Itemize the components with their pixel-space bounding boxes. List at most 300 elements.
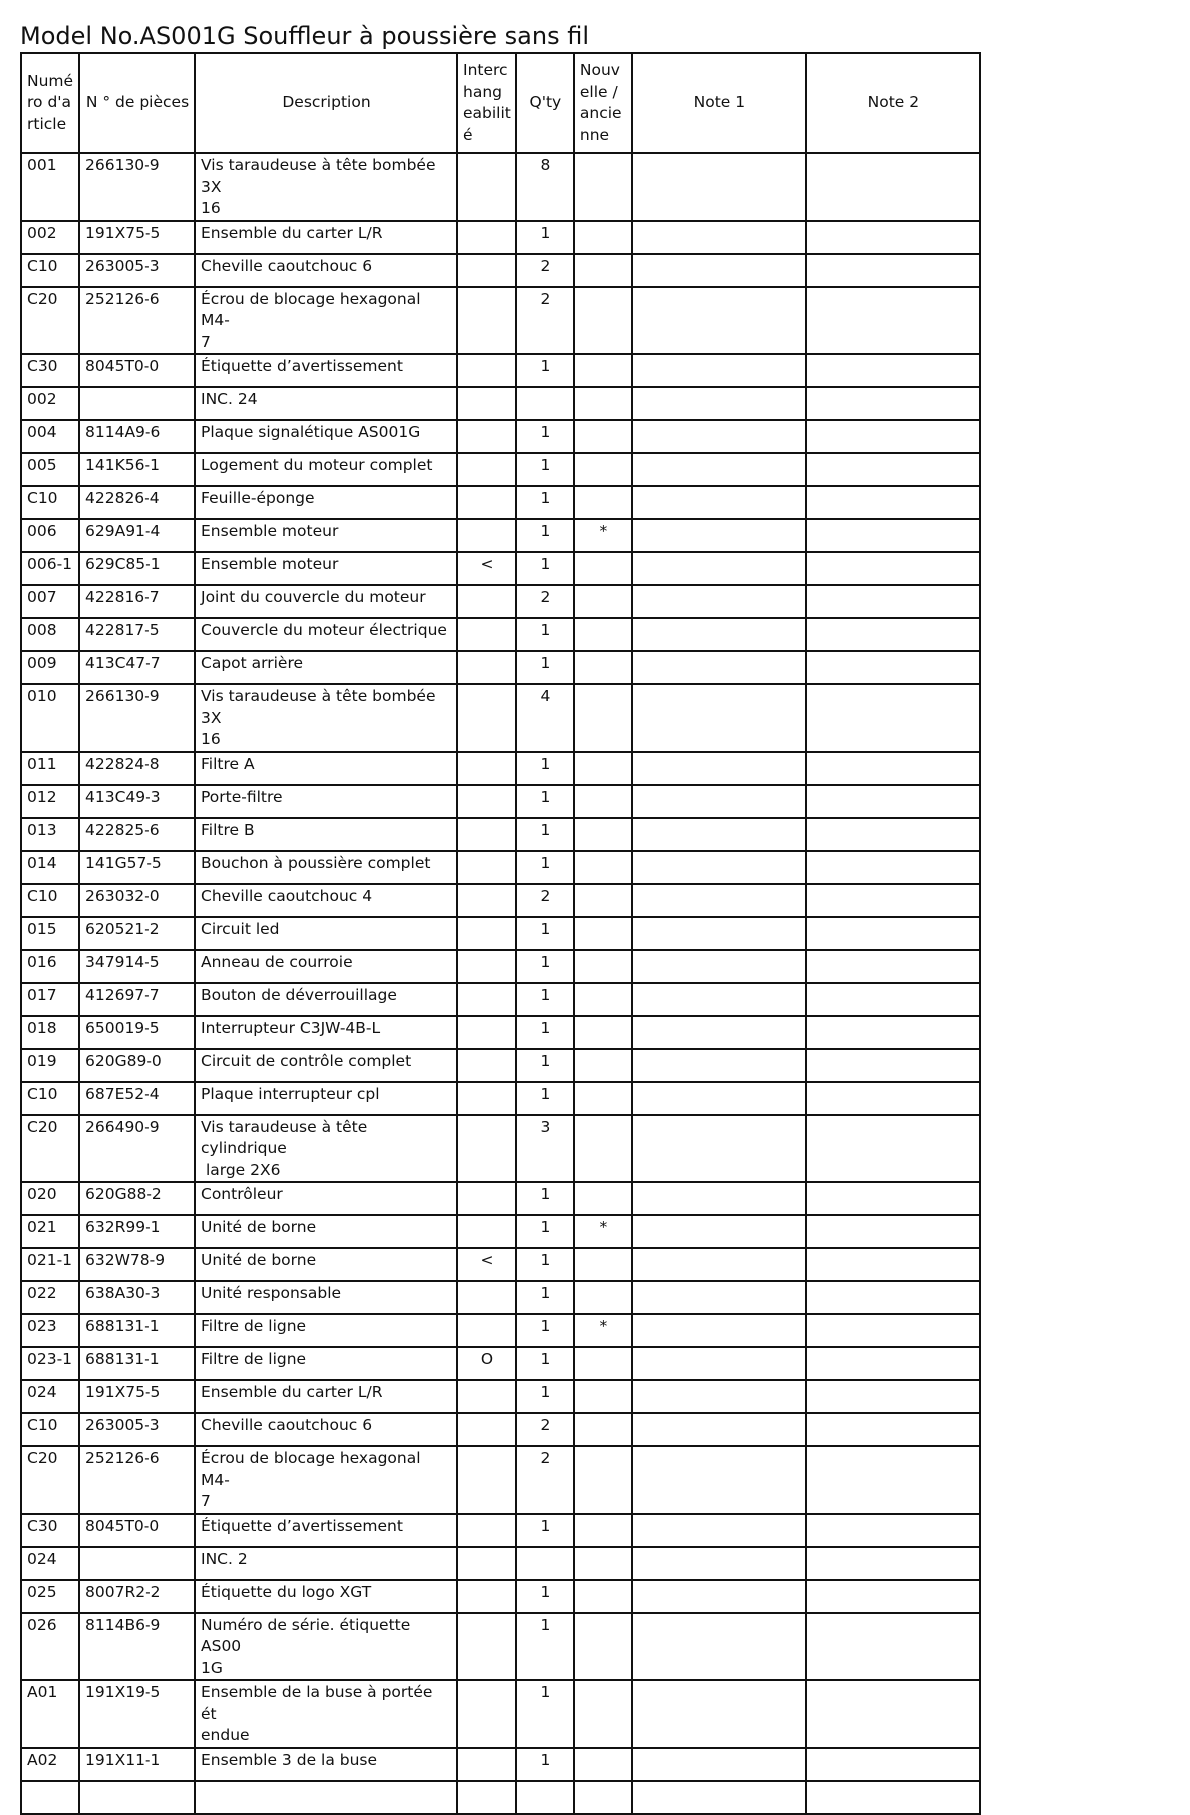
table-row [21, 1049, 980, 1082]
cell-description [195, 1514, 457, 1547]
cell-note2 [806, 884, 980, 917]
table-row [21, 552, 980, 585]
cell-note2 [806, 1514, 980, 1547]
cell-description-text: Ensemble moteur [201, 522, 339, 540]
table-row [21, 585, 980, 618]
cell-description-text: INC. 2 [201, 1549, 248, 1568]
cell-qty-text: 1 [540, 1350, 551, 1368]
cell-new-old [574, 1115, 632, 1183]
cell-description-text: Filtre de ligne [201, 1317, 307, 1335]
cell-item-no [21, 1182, 79, 1215]
cell-new-old [574, 585, 632, 618]
cell-part-no-text: 632R99-1 [85, 1218, 161, 1236]
cell-note1 [632, 486, 806, 519]
cell-description [195, 785, 457, 818]
cell-description [195, 1413, 457, 1446]
cell-interchangeability [457, 420, 516, 453]
cell-qty [516, 1115, 574, 1183]
cell-item-no [21, 818, 79, 851]
cell-qty-text: 8 [540, 156, 551, 174]
cell-new-old-text: * [599, 1218, 608, 1236]
table-row [21, 1380, 980, 1413]
cell-note1 [632, 1281, 806, 1314]
cell-item-no-text: C10 [27, 1084, 58, 1103]
table-row [21, 287, 980, 355]
cell-qty-text: 2 [540, 1449, 551, 1467]
cell-item-no [21, 752, 79, 785]
cell-note1 [632, 453, 806, 486]
table-row [21, 453, 980, 486]
cell-part-no [79, 1748, 195, 1781]
cell-item-no [21, 684, 79, 752]
cell-description-text: Filtre A [201, 754, 255, 773]
cell-new-old [574, 752, 632, 785]
cell-item-no [21, 1781, 79, 1814]
cell-qty-text: 4 [540, 687, 551, 705]
cell-note2 [806, 552, 980, 585]
header-part-no-label: N ° de pièces [85, 93, 190, 112]
cell-qty-text: 1 [540, 754, 551, 773]
cell-part-no [79, 1580, 195, 1613]
cell-part-no [79, 884, 195, 917]
cell-item-no-text: 002 [27, 390, 57, 408]
cell-part-no-text: 412697-7 [85, 985, 160, 1004]
cell-new-old [574, 1016, 632, 1049]
cell-part-no [79, 818, 195, 851]
cell-part-no-text: 650019-5 [85, 1018, 160, 1037]
cell-item-no [21, 354, 79, 387]
cell-description [195, 950, 457, 983]
cell-qty [516, 684, 574, 752]
cell-note2 [806, 752, 980, 785]
cell-note1 [632, 420, 806, 453]
cell-part-no [79, 287, 195, 355]
cell-description [195, 684, 457, 752]
cell-qty [516, 552, 574, 585]
cell-description-text: Unité de borne [201, 1251, 317, 1269]
cell-new-old [574, 884, 632, 917]
cell-description [195, 1748, 457, 1781]
cell-note2 [806, 618, 980, 651]
cell-note2 [806, 221, 980, 254]
cell-part-no-text: 629C85-1 [85, 555, 161, 573]
cell-item-no [21, 1580, 79, 1613]
cell-item-no [21, 785, 79, 818]
cell-part-no-text: 638A30-3 [85, 1284, 161, 1302]
cell-qty-text: 1 [540, 1516, 551, 1535]
cell-item-no [21, 884, 79, 917]
cell-qty [516, 519, 574, 552]
cell-interchangeability [457, 1680, 516, 1748]
cell-description [195, 153, 457, 221]
cell-new-old [574, 354, 632, 387]
cell-part-no-text: 252126-6 [85, 289, 160, 308]
table-row [21, 153, 980, 221]
cell-note1 [632, 651, 806, 684]
cell-item-no [21, 552, 79, 585]
cell-new-old [574, 1781, 632, 1814]
cell-qty-text: 2 [540, 289, 551, 308]
cell-item-no-text: 012 [27, 787, 57, 806]
header-description-label: Description [282, 93, 371, 112]
cell-interchangeability [457, 917, 516, 950]
cell-interchangeability [457, 651, 516, 684]
cell-part-no-text: 191X19-5 [85, 1683, 161, 1701]
cell-description-text: Cheville caoutchouc 6 [201, 256, 373, 275]
cell-part-no-text: 629A91-4 [85, 522, 161, 540]
cell-part-no [79, 1781, 195, 1814]
cell-description [195, 884, 457, 917]
cell-item-no [21, 950, 79, 983]
cell-note2 [806, 153, 980, 221]
header-qty [516, 53, 574, 153]
cell-part-no [79, 1248, 195, 1281]
cell-note1 [632, 1115, 806, 1183]
cell-qty [516, 221, 574, 254]
cell-note1 [632, 618, 806, 651]
cell-part-no [79, 618, 195, 651]
cell-part-no [79, 1215, 195, 1248]
header-item-no-label: Numé ro d'a rticle [27, 71, 74, 133]
cell-description-text: Feuille-éponge [201, 489, 315, 507]
cell-qty-text: 1 [540, 1383, 551, 1401]
cell-item-no-text: 024 [27, 1549, 57, 1568]
cell-interchangeability [457, 153, 516, 221]
cell-description-text: Bouton de déverrouillage [201, 985, 397, 1004]
cell-item-no [21, 1347, 79, 1380]
cell-qty [516, 1347, 574, 1380]
cell-item-no [21, 1016, 79, 1049]
cell-description [195, 1580, 457, 1613]
cell-item-no [21, 1082, 79, 1115]
cell-item-no [21, 917, 79, 950]
cell-note1 [632, 287, 806, 355]
cell-new-old [574, 983, 632, 1016]
cell-note1 [632, 1613, 806, 1681]
cell-part-no [79, 1413, 195, 1446]
cell-new-old [574, 818, 632, 851]
cell-interchangeability [457, 1613, 516, 1681]
cell-note2 [806, 1547, 980, 1580]
cell-description-text: Unité de borne [201, 1218, 317, 1236]
cell-item-no-text: C20 [27, 1117, 58, 1136]
cell-item-no-text: 023 [27, 1317, 57, 1335]
cell-note2 [806, 684, 980, 752]
cell-note1 [632, 818, 806, 851]
cell-note1 [632, 552, 806, 585]
cell-description [195, 1613, 457, 1681]
cell-qty-text: 1 [540, 1683, 551, 1701]
cell-description [195, 651, 457, 684]
cell-new-old [574, 851, 632, 884]
cell-description-text: Filtre de ligne [201, 1350, 307, 1368]
cell-note2 [806, 354, 980, 387]
header-note1 [632, 53, 806, 153]
cell-interchangeability [457, 552, 516, 585]
cell-qty-text: 2 [540, 1416, 551, 1434]
cell-qty-text: 1 [540, 1051, 551, 1070]
cell-interchangeability-text: < [480, 555, 494, 573]
cell-interchangeability [457, 1016, 516, 1049]
cell-description-text: Capot arrière [201, 654, 304, 672]
header-qty-label: Q'ty [529, 93, 562, 112]
cell-new-old [574, 287, 632, 355]
cell-description [195, 453, 457, 486]
cell-note2 [806, 1680, 980, 1748]
cell-new-old [574, 1514, 632, 1547]
cell-description-text: Circuit led [201, 919, 280, 938]
cell-part-no [79, 651, 195, 684]
cell-interchangeability [457, 354, 516, 387]
cell-qty-text: 1 [540, 952, 551, 971]
cell-note2 [806, 1613, 980, 1681]
cell-description [195, 552, 457, 585]
cell-interchangeability [457, 684, 516, 752]
cell-qty-text: 1 [540, 489, 551, 507]
header-note1-label: Note 1 [693, 93, 746, 112]
cell-note2 [806, 917, 980, 950]
table-row [21, 1748, 980, 1781]
table-row [21, 221, 980, 254]
table-row [21, 1580, 980, 1613]
cell-qty-text: 1 [540, 456, 551, 474]
cell-item-no-text: 006-1 [27, 555, 73, 573]
cell-note1 [632, 950, 806, 983]
cell-new-old [574, 785, 632, 818]
cell-description-text: Logement du moteur complet [201, 456, 433, 474]
header-item-no [21, 53, 79, 153]
cell-item-no [21, 1547, 79, 1580]
cell-note2 [806, 254, 980, 287]
cell-interchangeability [457, 1215, 516, 1248]
cell-qty-text: 2 [540, 256, 551, 275]
cell-note2 [806, 818, 980, 851]
table-row [21, 1248, 980, 1281]
cell-item-no-text: A02 [27, 1750, 58, 1769]
table-row [21, 618, 980, 651]
table-row [21, 818, 980, 851]
cell-new-old [574, 1748, 632, 1781]
table-row [21, 354, 980, 387]
cell-qty-text: 1 [540, 1218, 551, 1236]
cell-new-old [574, 1347, 632, 1380]
cell-item-no-text: 001 [27, 156, 57, 174]
cell-item-no-text: 008 [27, 621, 57, 639]
table-row [21, 1182, 980, 1215]
cell-qty [516, 1613, 574, 1681]
cell-qty [516, 1514, 574, 1547]
cell-description [195, 1115, 457, 1183]
table-row [21, 1413, 980, 1446]
table-row [21, 651, 980, 684]
header-description [195, 53, 457, 153]
cell-note2 [806, 453, 980, 486]
header-new-old [574, 53, 632, 153]
cell-qty [516, 851, 574, 884]
cell-qty-text: 1 [540, 787, 551, 806]
cell-note1 [632, 851, 806, 884]
cell-description-text: INC. 24 [201, 390, 258, 408]
table-row [21, 519, 980, 552]
cell-item-no-text: 009 [27, 654, 57, 672]
cell-new-old [574, 1613, 632, 1681]
cell-qty-text: 1 [540, 985, 551, 1004]
cell-part-no-text: 413C47-7 [85, 654, 161, 672]
cell-part-no-text: 141G57-5 [85, 853, 162, 872]
cell-description [195, 519, 457, 552]
cell-qty [516, 1680, 574, 1748]
cell-qty-text: 1 [540, 1615, 551, 1634]
cell-qty-text: 3 [540, 1117, 551, 1136]
cell-part-no-text: 620521-2 [85, 919, 160, 938]
cell-description-text: Anneau de courroie [201, 952, 353, 971]
cell-part-no [79, 752, 195, 785]
cell-description [195, 1380, 457, 1413]
cell-note2 [806, 1248, 980, 1281]
cell-part-no-text: 8045T0-0 [85, 1516, 160, 1535]
cell-new-old [574, 1446, 632, 1514]
cell-item-no [21, 1049, 79, 1082]
cell-qty-text: 1 [540, 1284, 551, 1302]
cell-qty [516, 1580, 574, 1613]
cell-new-old [574, 387, 632, 420]
cell-qty-text: 1 [540, 555, 551, 573]
cell-new-old [574, 917, 632, 950]
cell-description [195, 420, 457, 453]
cell-item-no-text: 017 [27, 985, 57, 1004]
cell-item-no-text: 013 [27, 820, 57, 839]
cell-note1 [632, 519, 806, 552]
cell-part-no [79, 1380, 195, 1413]
cell-qty-text: 2 [540, 886, 551, 905]
header-new-old-label: Nouv elle / ancie nne [579, 61, 622, 144]
cell-description-text: Ensemble 3 de la buse [201, 1750, 378, 1769]
cell-note1 [632, 1781, 806, 1814]
table-row [21, 486, 980, 519]
table-row [21, 254, 980, 287]
cell-note1 [632, 1413, 806, 1446]
cell-item-no [21, 387, 79, 420]
cell-note2 [806, 585, 980, 618]
cell-part-no [79, 1049, 195, 1082]
cell-item-no [21, 287, 79, 355]
cell-qty [516, 618, 574, 651]
cell-item-no-text: 026 [27, 1615, 57, 1634]
cell-part-no-text: 141K56-1 [85, 456, 160, 474]
cell-part-no [79, 785, 195, 818]
table-row [21, 1115, 980, 1183]
cell-item-no [21, 519, 79, 552]
cell-note1 [632, 1082, 806, 1115]
cell-qty-text: 1 [540, 357, 551, 375]
cell-item-no-text: 018 [27, 1018, 57, 1037]
table-row [21, 684, 980, 752]
cell-item-no [21, 1680, 79, 1748]
cell-interchangeability [457, 254, 516, 287]
cell-part-no [79, 453, 195, 486]
cell-description [195, 1781, 457, 1814]
cell-note1 [632, 684, 806, 752]
cell-qty [516, 1748, 574, 1781]
cell-new-old [574, 1380, 632, 1413]
cell-new-old [574, 1248, 632, 1281]
cell-description-text: Contrôleur [201, 1185, 283, 1203]
cell-qty [516, 585, 574, 618]
cell-item-no-text: 020 [27, 1185, 57, 1203]
table-row [21, 917, 980, 950]
cell-item-no [21, 1115, 79, 1183]
cell-new-old [574, 1580, 632, 1613]
cell-item-no-text: 022 [27, 1284, 57, 1302]
cell-part-no [79, 153, 195, 221]
header-interchangeability-label: Interc hang eabilit é [463, 61, 511, 144]
cell-part-no [79, 1613, 195, 1681]
cell-item-no-text: A01 [27, 1683, 58, 1701]
cell-new-old [574, 651, 632, 684]
cell-part-no-text: 191X11-1 [85, 1750, 161, 1769]
cell-item-no-text: 002 [27, 223, 57, 242]
cell-interchangeability [457, 1314, 516, 1347]
cell-note2 [806, 983, 980, 1016]
cell-item-no-text: 006 [27, 522, 57, 540]
cell-qty-text: 1 [540, 853, 551, 872]
cell-qty [516, 1781, 574, 1814]
cell-description [195, 1215, 457, 1248]
cell-interchangeability [457, 950, 516, 983]
cell-part-no [79, 486, 195, 519]
cell-interchangeability [457, 983, 516, 1016]
cell-note2 [806, 1413, 980, 1446]
cell-description-text: Ensemble du carter L/R [201, 223, 383, 242]
cell-description [195, 983, 457, 1016]
cell-part-no-text: 632W78-9 [85, 1251, 166, 1269]
cell-description-text: Étiquette d’avertissement [201, 1516, 403, 1535]
cell-item-no-text: 014 [27, 853, 57, 872]
cell-part-no-text: 422826-4 [85, 489, 160, 507]
cell-part-no [79, 519, 195, 552]
cell-part-no-text: 266130-9 [85, 687, 160, 705]
cell-note2 [806, 1446, 980, 1514]
cell-interchangeability [457, 585, 516, 618]
cell-part-no [79, 354, 195, 387]
cell-part-no-text: 266130-9 [85, 156, 160, 174]
cell-note2 [806, 420, 980, 453]
cell-description-text: Vis taraudeuse à tête cylindrique large 2X6 [201, 1117, 368, 1179]
cell-interchangeability [457, 618, 516, 651]
cell-interchangeability [457, 519, 516, 552]
cell-description [195, 585, 457, 618]
cell-item-no [21, 1215, 79, 1248]
cell-item-no-text: C10 [27, 489, 58, 507]
cell-new-old [574, 1049, 632, 1082]
cell-part-no [79, 1547, 195, 1580]
cell-item-no [21, 1281, 79, 1314]
cell-note1 [632, 1680, 806, 1748]
cell-qty-text: 1 [540, 1185, 551, 1203]
cell-qty-text: 1 [540, 1750, 551, 1769]
cell-part-no-text: 191X75-5 [85, 1383, 161, 1401]
table-row [21, 387, 980, 420]
cell-note1 [632, 1380, 806, 1413]
cell-interchangeability [457, 1748, 516, 1781]
cell-interchangeability [457, 387, 516, 420]
cell-note1 [632, 884, 806, 917]
table-row [21, 1281, 980, 1314]
cell-note1 [632, 1514, 806, 1547]
cell-qty-text: 2 [540, 588, 551, 606]
cell-item-no-text: 011 [27, 754, 57, 773]
cell-new-old [574, 486, 632, 519]
